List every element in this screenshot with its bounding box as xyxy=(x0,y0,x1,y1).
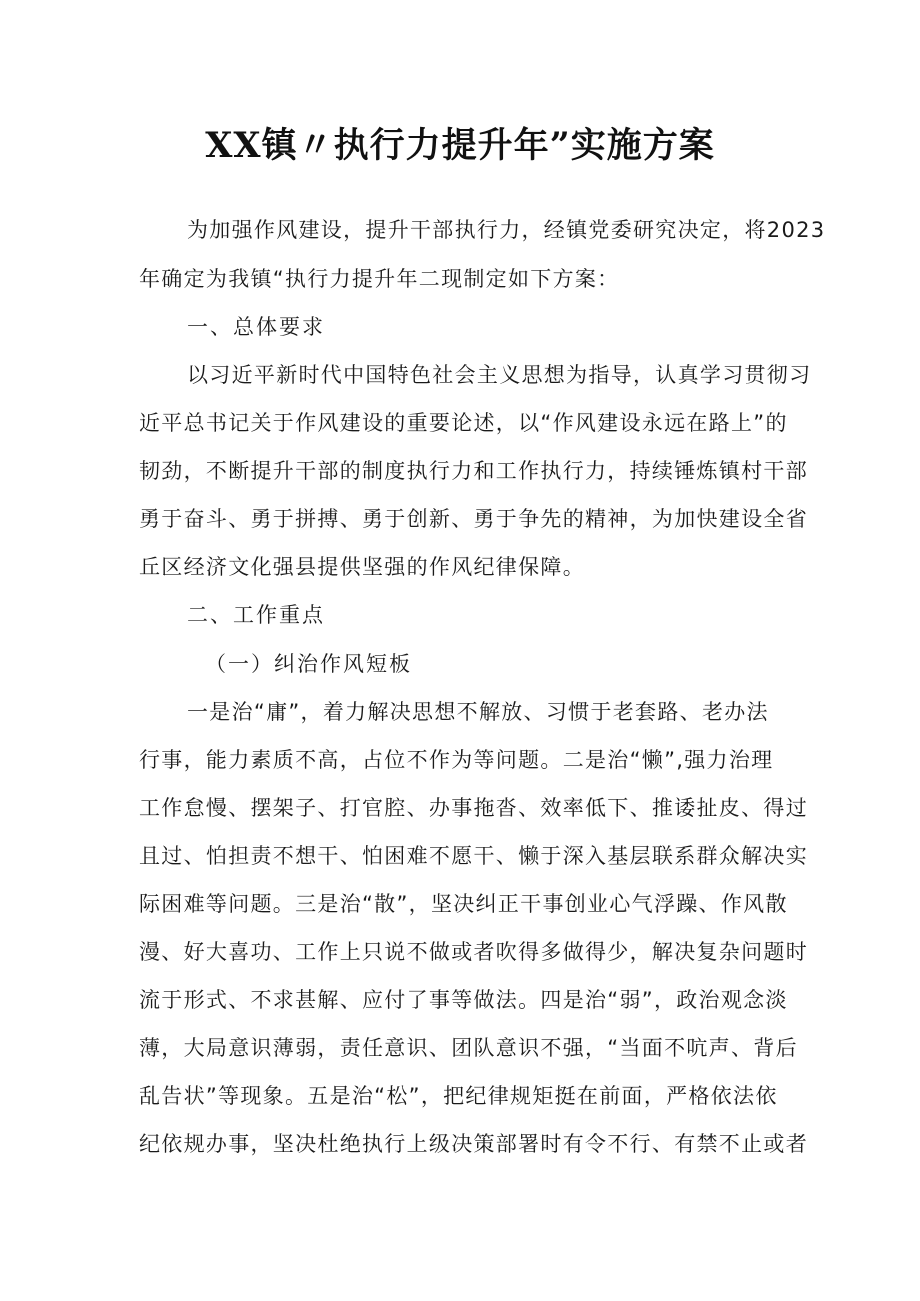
subsection-heading: （一）纠治作风短板 xyxy=(205,652,412,676)
paragraph-line: 行事，能力素质不高，占位不作为等问题。二是治“懒”,强力治理 xyxy=(139,748,774,772)
paragraph-line: 近平总书记关于作风建设的重要论述，以“作风建设永远在路上”的 xyxy=(139,411,788,435)
document-title: XX镇〃执行力提升年”实施方案 xyxy=(205,125,715,166)
paragraph-line: 丘区经济文化强县提供坚强的作风纪律保障。 xyxy=(139,555,585,579)
paragraph-line: 韧劲，不断提升干部的制度执行力和工作执行力，持续锤炼镇村干部 xyxy=(139,459,808,483)
paragraph-line: 为加强作风建设，提升干部执行力，经镇党委研究决定，将2023 xyxy=(187,218,826,242)
paragraph-line: 一是治“庸”，着力解决思想不解放、习惯于老套路、老办法 xyxy=(187,700,769,724)
paragraph-line: 且过、怕担责不想干、怕困难不愿干、懒于深入基层联系群众解决实 xyxy=(139,844,808,868)
paragraph-line: 漫、好大喜功、工作上只说不做或者吹得多做得少，解决复杂问题时 xyxy=(139,940,808,964)
paragraph-line: 纪依规办事，坚决杜绝执行上级决策部署时有令不行、有禁不止或者 xyxy=(139,1132,808,1156)
paragraph-line: 流于形式、不求甚解、应付了事等做法。四是治“弱”，政治观念淡 xyxy=(139,988,788,1012)
paragraph-line: 工作怠慢、摆架子、打官腔、办事拖沓、效率低下、推诿扯皮、得过 xyxy=(139,796,808,820)
paragraph-line: 以习近平新时代中国特色社会主义思想为指导，认真学习贯彻习 xyxy=(187,363,812,387)
paragraph-line: 乱告状”等现象。五是治“松”，把纪律规矩挺在前面，严格依法依 xyxy=(139,1084,778,1108)
paragraph-line: 年确定为我镇“执行力提升年二现制定如下方案： xyxy=(139,267,620,291)
paragraph-line: 际困难等问题。三是治“散”，坚决纠正干事创业心气浮躁、作风散 xyxy=(139,892,788,916)
section-heading: 二、工作重点 xyxy=(187,603,325,627)
section-heading: 一、总体要求 xyxy=(187,315,325,339)
paragraph-line: 勇于奋斗、勇于拼搏、勇于创新、勇于争先的精神，为加快建设全省 xyxy=(139,507,808,531)
paragraph-line: 薄，大局意识薄弱，责任意识、团队意识不强，“当面不吭声、背后 xyxy=(139,1036,798,1060)
